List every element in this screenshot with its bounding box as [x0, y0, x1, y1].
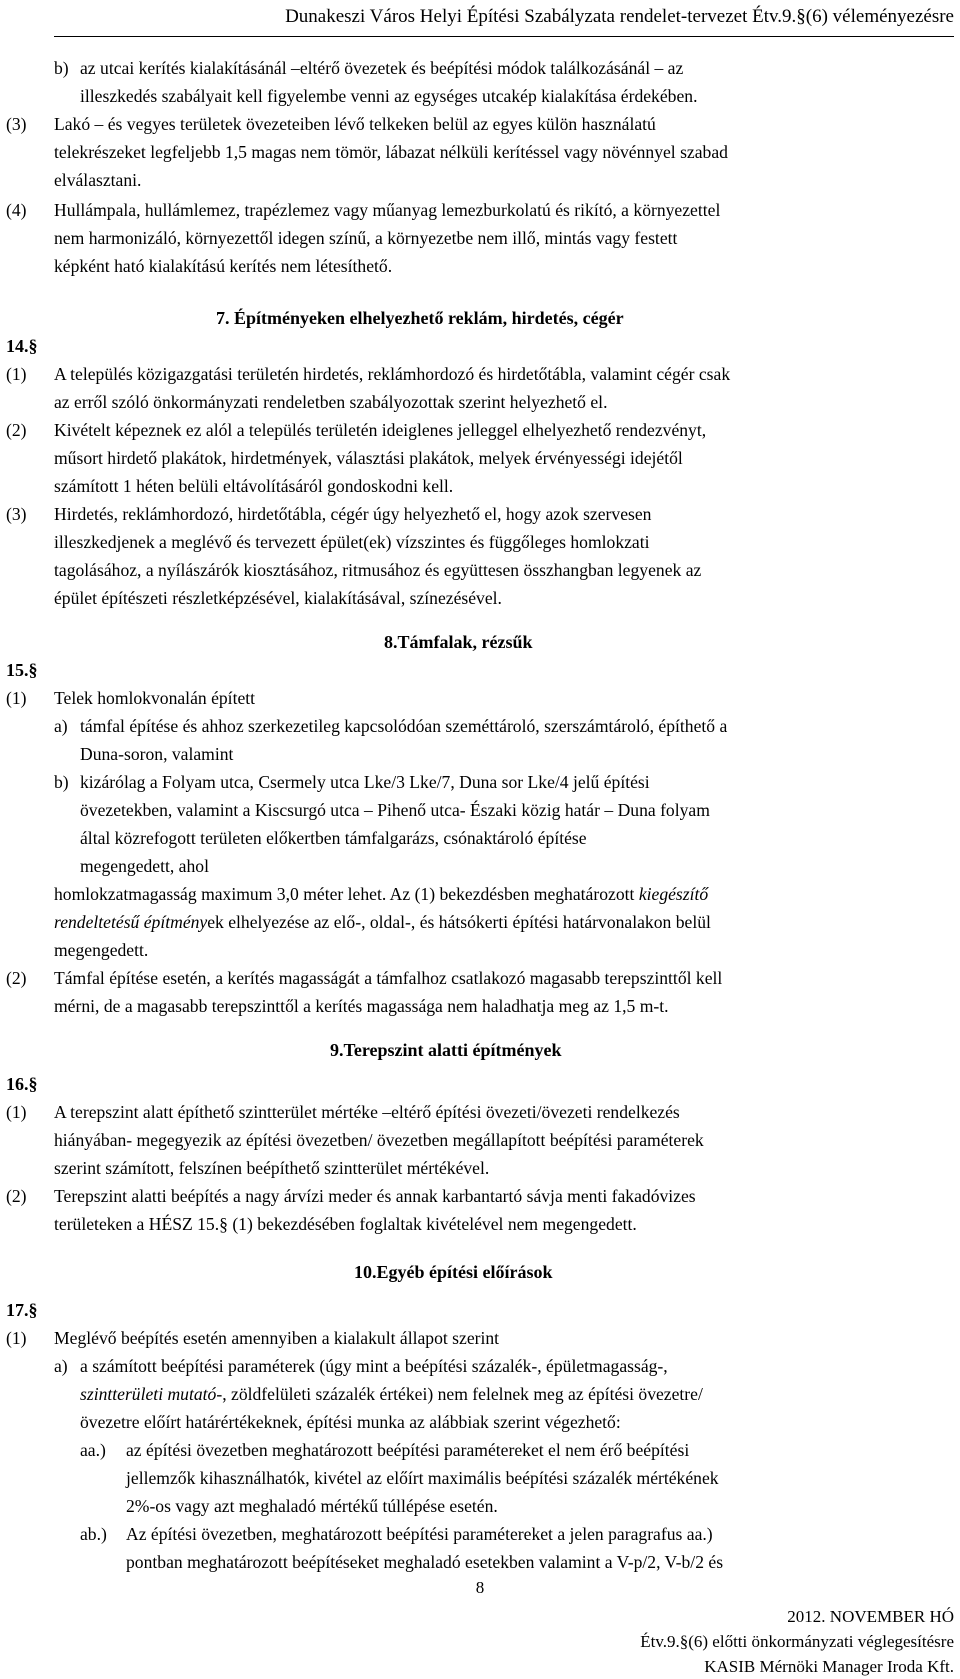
paragraph-number: (1): [6, 364, 27, 384]
paragraph-line: kizárólag a Folyam utca, Csermely utca Lke/3 Lke/7, Duna sor Lke/4 jelű építési: [80, 772, 650, 792]
footer-company: KASIB Mérnöki Manager Iroda Kft.: [704, 1657, 954, 1676]
paragraph-line: számított 1 héten belüli eltávolításáról gondoskodni kell.: [54, 476, 454, 496]
paragraph-line: Az építési övezetben, meghatározott beépítési paramétereket a jelen paragrafus aa.): [126, 1524, 713, 1544]
section-number: 15.§: [6, 660, 38, 680]
paragraph-line: az építési övezetben meghatározott beépítési paramétereket el nem érő beépítési: [126, 1440, 690, 1460]
paragraph-line: övezetekben, valamint a Kiscsurgó utca – Pihenő utca- Északi közig határ – Duna folyam: [80, 800, 710, 820]
paragraph-line: műsort hirdető plakátok, hirdetmények, választási plakátok, melyek érvényességi idejétől: [54, 448, 683, 468]
paragraph-line: megengedett.: [54, 940, 149, 960]
chapter-heading: 10.Egyéb építési előírások: [354, 1262, 553, 1282]
paragraph-line: övezetre előírt határértékeknek, építési munka az alábbiak szerint végezhető:: [80, 1412, 621, 1432]
paragraph-number: (3): [6, 504, 27, 524]
item-label: a): [54, 716, 68, 736]
running-header: Dunakeszi Város Helyi Építési Szabályzata rendelet-tervezet Étv.9.§(6) véleményezésre: [285, 6, 954, 27]
paragraph-line: Meglévő beépítés esetén amennyiben a kialakult állapot szerint: [54, 1328, 500, 1348]
paragraph-line: Terepszint alatti beépítés a nagy árvízi meder és annak karbantartó sávja menti fakadóvizes: [54, 1186, 696, 1206]
paragraph-line: illeszkedés szabályait kell figyelembe venni az egységes utcakép kialakítása érdekében.: [80, 86, 698, 106]
item-label: aa.): [80, 1440, 106, 1460]
paragraph-line: Hullámpala, hullámlemez, trapézlemez vagy műanyag lemezburkolatú és rikító, a környezettel: [54, 200, 721, 220]
chapter-heading: 7. Építményeken elhelyezhető reklám, hirdetés, cégér: [216, 308, 624, 328]
paragraph-number: (1): [6, 1328, 27, 1348]
paragraph-number: (4): [6, 200, 27, 220]
paragraph-line: 2%-os vagy azt meghaladó mértékű túllépése esetén.: [126, 1496, 498, 1516]
paragraph-line: az utcai kerítés kialakításánál –eltérő övezetek és beépítési módok találkozásánál – az: [80, 58, 684, 78]
item-label: b): [54, 772, 69, 792]
paragraph-line: nem harmonizáló, környezettől idegen színű, a környezetbe nem illő, mintás vagy festett: [54, 228, 678, 248]
chapter-heading: 8.Támfalak, rézsűk: [384, 632, 533, 652]
chapter-heading: 9.Terepszint alatti építmények: [330, 1040, 562, 1060]
paragraph-line: elválasztani.: [54, 170, 142, 190]
footer-date: 2012. NOVEMBER HÓ: [787, 1607, 954, 1626]
paragraph-line: az erről szóló önkormányzati rendeletben szabályozottak szerint helyezhető el.: [54, 392, 608, 412]
footer-status: Étv.9.§(6) előtti önkormányzati véglegesítésre: [640, 1632, 954, 1651]
paragraph-number: (3): [6, 114, 27, 134]
paragraph-line: A terepszint alatt építhető szintterület mértéke –eltérő építési övezeti/övezeti rendelkezés: [54, 1102, 680, 1122]
item-label: a): [54, 1356, 68, 1376]
paragraph-line: Támfal építése esetén, a kerítés magasságát a támfalhoz csatlakozó magasabb terepszinttől kell: [54, 968, 723, 988]
paragraph-line: Kivételt képeznek ez alól a település területén ideiglenes jelleggel elhelyezhető rendezvényt,: [54, 420, 707, 440]
paragraph-line: szerint számított, felszínen beépíthető szintterület mértékével.: [54, 1158, 490, 1178]
paragraph-line: Telek homlokvonalán épített: [54, 688, 256, 708]
paragraph-line: Hirdetés, reklámhordozó, hirdetőtábla, cégér úgy helyezhető el, hogy azok szervesen: [54, 504, 652, 524]
paragraph-line: megengedett, ahol: [80, 856, 209, 876]
paragraph-line: Lakó – és vegyes területek övezeteiben lévő telkeken belül az egyes külön használatú: [54, 114, 656, 134]
paragraph-line: szintterületi mutató-, zöldfelületi százalék értékei) nem felelnek meg az építési övezetre/: [80, 1384, 703, 1404]
item-label: b): [54, 58, 69, 78]
paragraph-number: (2): [6, 1186, 27, 1206]
section-number: 17.§: [6, 1300, 38, 1320]
paragraph-line: által közrefogott területen előkertben támfalgarázs, csónaktároló építése: [80, 828, 587, 848]
section-number: 16.§: [6, 1074, 38, 1094]
paragraph-line: jellemzők kihasználhatók, kivétel az előírt maximális beépítési százalék mértékének: [126, 1468, 719, 1488]
paragraph-line: Duna-soron, valamint: [80, 744, 234, 764]
paragraph-line: pontban meghatározott beépítéseket meghaladó esetekben valamint a V-p/2, V-b/2 és: [126, 1552, 724, 1572]
page-number: 8: [475, 1578, 485, 1597]
item-label: ab.): [80, 1524, 107, 1544]
paragraph-line: épület építészeti részletképzésével, kialakításával, színezésével.: [54, 588, 502, 608]
paragraph-number: (2): [6, 968, 27, 988]
paragraph-line: illeszkedjenek a meglévő és tervezett épület(ek) vízszintes és függőleges homlokzati: [54, 532, 650, 552]
paragraph-line: támfal építése és ahhoz szerkezetileg kapcsolódóan szeméttároló, szerszámtároló, építhető a: [80, 716, 728, 736]
paragraph-line: homlokzatmagasság maximum 3,0 méter lehet. Az (1) bekezdésben meghatározott kiegészítő: [54, 884, 709, 904]
paragraph-line: hiányában- megegyezik az építési övezetben/ övezetben megállapított beépítési paraméterek: [54, 1130, 704, 1150]
paragraph-line: mérni, de a magasabb terepszinttől a kerítés magassága nem haladhatja meg az 1,5 m-t.: [54, 996, 669, 1016]
paragraph-number: (1): [6, 688, 27, 708]
paragraph-line: a számított beépítési paraméterek (úgy mint a beépítési százalék-, épületmagasság-,: [80, 1356, 668, 1376]
paragraph-line: tagolásához, a nyílászárók kiosztásához, ritmusához és együttesen összhangban legyenek az: [54, 560, 702, 580]
paragraph-line: A település közigazgatási területén hirdetés, reklámhordozó és hirdetőtábla, valamint cégér csak: [54, 364, 731, 384]
paragraph-number: (1): [6, 1102, 27, 1122]
header-rule: [54, 36, 954, 37]
paragraph-line: rendeltetésű építmények elhelyezése az elő-, oldal-, és hátsókerti építési határvonalakon belül: [54, 912, 711, 932]
paragraph-line: területeken a HÉSZ 15.§ (1) bekezdésében foglaltak kivételével nem megengedett.: [54, 1214, 637, 1234]
paragraph-line: telekrészeket legfeljebb 1,5 magas nem tömör, lábazat nélküli kerítéssel vagy növénnyel szabad: [54, 142, 728, 162]
paragraph-number: (2): [6, 420, 27, 440]
paragraph-line: képként ható kialakítású kerítés nem létesíthető.: [54, 256, 393, 276]
section-number: 14.§: [6, 336, 38, 356]
